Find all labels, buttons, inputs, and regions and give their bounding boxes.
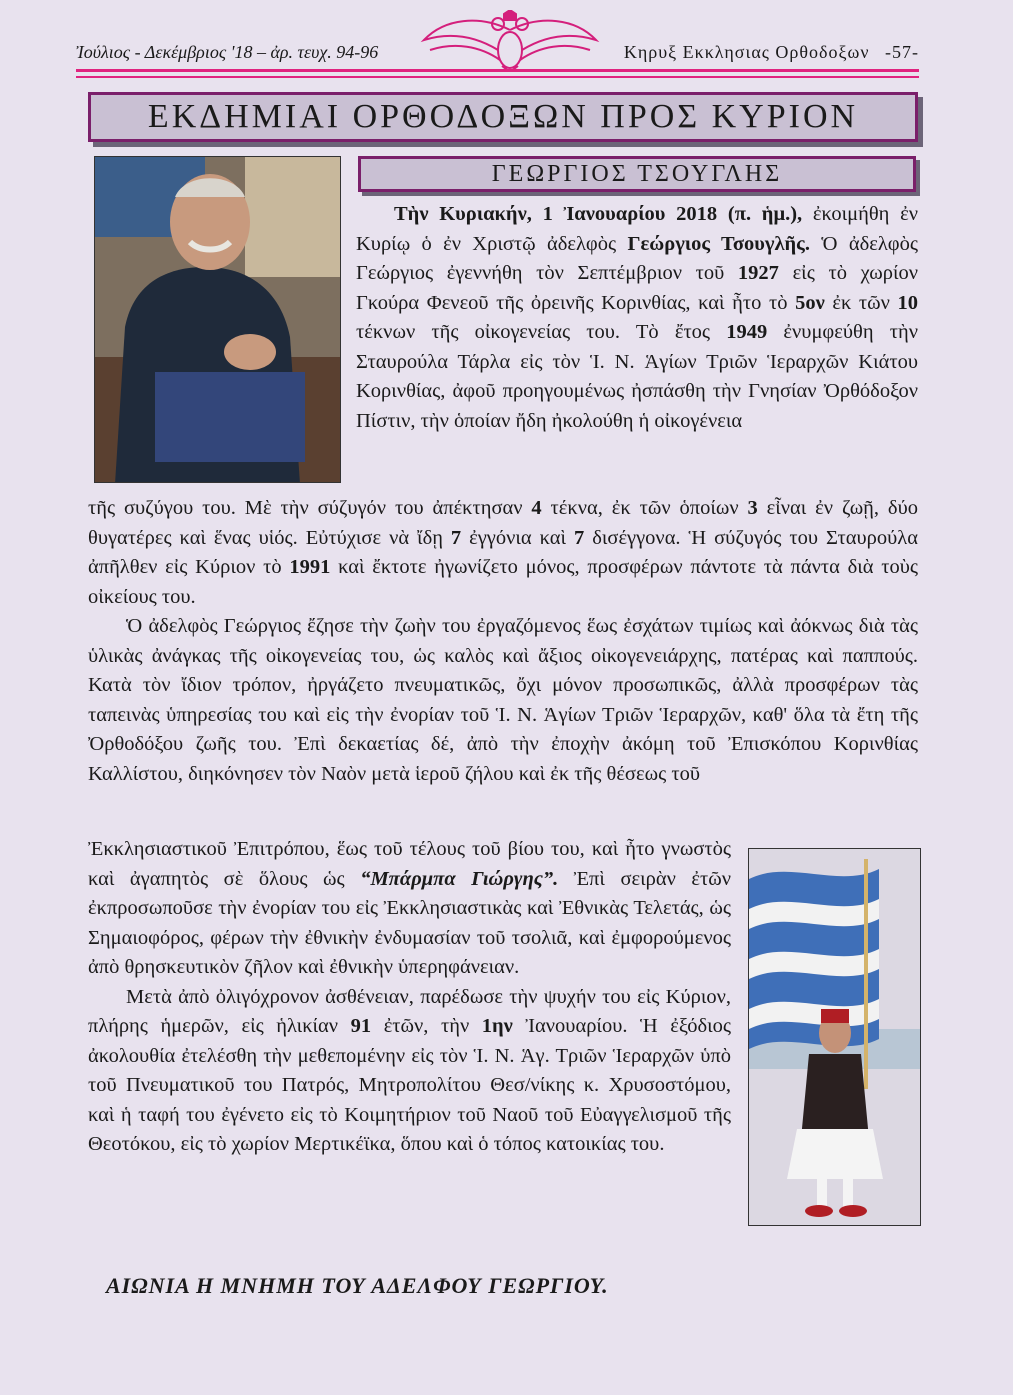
p3-age: 91 [350, 1015, 372, 1037]
header-rule [76, 69, 919, 72]
p1b-number: 3 [747, 497, 758, 519]
journal-title [624, 42, 919, 63]
page-number: -57- [885, 42, 919, 62]
p1b-number: 7 [574, 526, 585, 549]
flag-bearer-photo [748, 848, 921, 1226]
paragraph-2-continued [88, 835, 731, 1160]
p3-text: Μετὰ ἀπὸ ὀλιγόχρονον ἀσθένειαν, παρέδωσε τὴν ψυχήν του εἰς Κύριον, πλήρης ἡμερῶν, εἰς ἡλικίαν [88, 985, 731, 1037]
nickname: “Μπάρμπα Γιώργης”. [360, 867, 559, 890]
paragraph-2: Ὁ ἀδελφὸς Γεώργιος ἔζησε τὴν ζωὴν του ἐργαζόμενος ἕως ἐσχάτων τιμίως καὶ ἀόκνως διὰ τὰς ὑλικὰς ἀνάγκας τῆς οἰκογενείας του, ὡς καλὸς καὶ ἄξιος οἰκογενειάρχης, πατέρας καὶ παππούς. Κατὰ τὸν ἴδιον τρόπον, ἠργάζετο πνευματικῶς, ὄχι μόνον προσωπικῶς, ἀλλὰ προσφέρων τὰς ταπεινὰς ὑπηρεσίας του καὶ εἰς τὴν ἐνορίαν τοῦ Ἱ. Ν. Ἁγίων Τριῶν Ἱεραρχῶν, καθ' ὅλα τὰ ἔτη τῆς Ὀρθοδόξου ζωῆς του. Ἐπὶ δεκαετίας δέ, ἀπὸ τὴν ἐποχὴν ἀκόμη τοῦ Ἐπισκόπου Κορινθίας Καλλίστου, διηκόνησεν τὸν Ναὸν μετὰ ἱεροῦ ζήλου καὶ ἐκ τῆς θέσεως τοῦ [88, 615, 918, 785]
p1-text: ἐκοιμήθη ἐν Κυρίῳ ὁ ἐν Χριστῷ ἀδελφὸς [356, 203, 918, 255]
person-name: ΓΕΩΡΓΙΟΣ ΤΣΟΥΓΛΗΣ [491, 160, 783, 187]
p1-text: τέκνων τῆς οἰκογενείας του. Τὸ ἔτος [356, 321, 727, 343]
paragraph-3 [88, 983, 731, 1160]
p1-count: 10 [897, 291, 918, 314]
journal-name: Κηρυξ Εκκλησιας Ορθοδοξων [623, 42, 870, 62]
p2b-text: Ἐπὶ σειρὰν ἐτῶν ἐκπροσωποῦσε τὴν ἐνορίαν του εἰς Ἐκκλησιαστικὰς καὶ Ἐθνικὰς Τελετάς, ὡς Σημαιοφόρος, φέρων τὴν ἐθνικὴν ἐνδυμασίαν τοῦ τσολιᾶ, καὶ ἐμφορούμενος ἀπὸ θρησκευτικὸν ζῆλον καὶ ἐθνικὴν ὑπερηφάνειαν. [88, 867, 731, 978]
p1-date: Τὴν Κυριακήν, 1 Ἰανουαρίου 2018 (π. ἡμ.), [394, 203, 803, 225]
p1-text: ἐκ τῶν [824, 291, 898, 314]
p1b-number: 4 [531, 497, 542, 519]
p1b-number: 7 [450, 526, 462, 549]
p3-text: ἐτῶν, τὴν [371, 1015, 482, 1037]
double-headed-eagle-emblem [420, 10, 600, 72]
section-title: ΕΚΔΗΜΙΑΙ ΟΡΘΟΔΟΞΩΝ ΠΡΟΣ ΚΥΡΙΟΝ [147, 98, 859, 135]
p1b-text: τέκνα, ἐκ τῶν ὁποίων [541, 497, 748, 519]
issue-info: Ἰούλιος - Δεκέμβριος '18 – ἀρ. τευχ. 94-96 [76, 42, 379, 62]
portrait-photo [94, 156, 341, 483]
p1-year: 1949 [726, 321, 768, 343]
p1-year: 1927 [737, 262, 779, 284]
p3-day: 1ην [481, 1015, 513, 1037]
p1b-text: τῆς συζύγου του. Μὲ τὴν σύζυγόν του ἀπέκτησαν [88, 497, 532, 519]
p1b-year: 1991 [289, 556, 331, 578]
p1-name: Γεώργιος Τσουγλῆς. [627, 232, 810, 255]
p1-text: Ὁ ἀδελφὸς Γεώργιος ἐγεννήθη τὸν Σεπτέμβριον τοῦ [356, 232, 918, 284]
p1-ordinal: 5ον [795, 291, 825, 314]
p1b-text: καὶ ἔκτοτε ἠγωνίζετο μόνος, προσφέρων πάντοτε τὰ πάντα διὰ τοὺς οἰκείους του. [88, 556, 918, 608]
p1-text: ἐνυμφεύθη τὴν Σταυρούλα Τάρλα εἰς τὸν Ἱ. Ν. Ἁγίων Τριῶν Ἱεραρχῶν Κιάτου Κορινθίας, ἀφοῦ προηγουμένως ἠσπάσθη τὴν Γνησίαν Ὀρθόδοξον Πίστιν, τὴν ὁποίαν ἤδη ἠκολούθη ἡ οἰκογένεια [356, 321, 918, 432]
person-name-box [358, 156, 916, 192]
p1b-text: ἐγγόνια καὶ [461, 526, 574, 549]
p3-text: Ἰανουαρίου. Ἡ ἐξόδιος ἀκολουθία ἐτελέσθη τὴν μεθεπομένην εἰς τὸν Ἱ. Ν. Ἁγ. Τριῶν Ἱεραρχῶν ὑπὸ τοῦ Πνευματικοῦ του Πατρός, Μητροπολίτου Θεσ/νίκης κ. Χρυσοστόμου, καὶ ἡ ταφή του ἐγένετο εἰς τὸ Κοιμητήριον τοῦ Ναοῦ τοῦ Εὐαγγελισμοῦ τῆς Θεοτόκου, εἰς τὸ χωρίον Μερτικέϊκα, ὅπου καὶ ὁ τόπος κατοικίας του. [88, 1015, 731, 1155]
section-title-box [88, 92, 918, 142]
p2b-text: Ἐκκλησιαστικοῦ Ἐπιτρόπου, ἕως τοῦ τέλους τοῦ βίου του, καὶ ἦτο γνωστὸς καὶ ἀγαπητὸς σὲ ὅλους ὡς [88, 838, 731, 890]
p1b-text: δισέγγονα. Ἡ σύζυγός του Σταυρούλα ἀπῆλθεν εἰς Κύριον τὸ [88, 526, 918, 578]
p1b-text: εἶναι ἐν ζωῇ, δύο θυγατέρες καὶ ἕνας υἱός. Εὐτύχισε νὰ ἴδῃ [88, 497, 918, 549]
paragraph-1-continued [88, 494, 918, 789]
paragraph-1 [356, 200, 918, 436]
closing-line: ΑΙΩΝΙΑ Η ΜΝΗΜΗ ΤΟΥ ΑΔΕΛΦΟΥ ΓΕΩΡΓΙΟΥ. [106, 1273, 609, 1298]
header-rule-thin [76, 76, 919, 78]
p1-text: εἰς τὸ χωρίον Γκούρα Φενεοῦ τῆς ὀρεινῆς Κορινθίας, καὶ ἦτο τὸ [356, 262, 919, 314]
